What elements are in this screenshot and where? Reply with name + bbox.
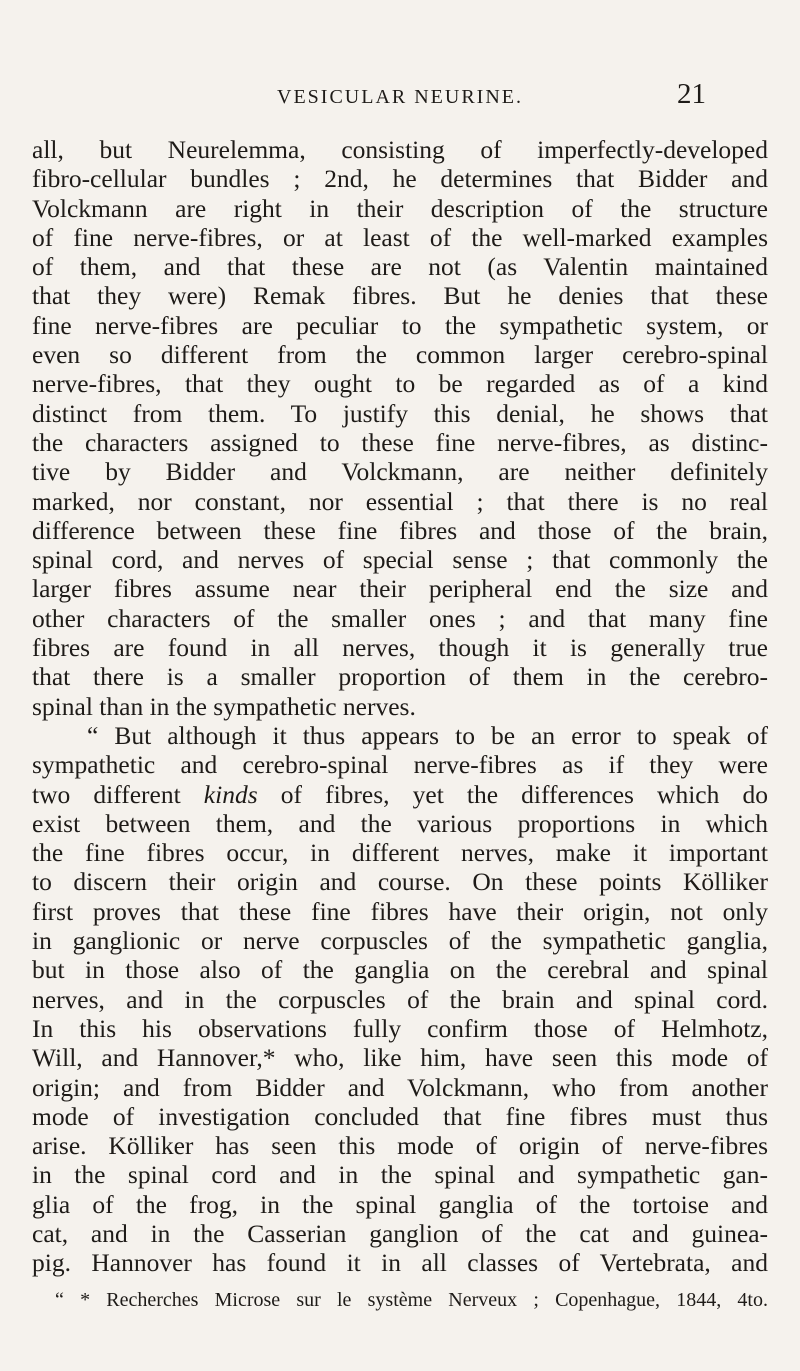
emphasis: kinds (203, 779, 258, 809)
text-line: nerves, and in the corpuscles of the brain and spinal cord. (32, 984, 768, 1014)
text-line: difference between these fine fibres and those of the brain, (32, 515, 768, 545)
text-line: larger fibres assume near their peripheral end the size and (32, 574, 768, 604)
text-line: that there is a smaller proportion of them in the cerebro- (32, 662, 768, 692)
text-line: arise. Kölliker has seen this mode of origin of nerve-fibres (32, 1131, 768, 1161)
running-title: VESICULAR NEURINE. (277, 86, 523, 108)
text-line: in ganglionic or nerve corpuscles of the sympathetic ganglia, (32, 926, 768, 956)
text-line: fibres are found in all nerves, though it is generally true (32, 633, 768, 663)
text-line: of them, and that these are not (as Valentin maintained (32, 252, 768, 282)
body-text (32, 135, 768, 1278)
text-line: all, but Neurelemma, consisting of imperfectly-developed (32, 135, 768, 164)
text-line: nerve-fibres, that they ought to be regarded as of a kind (32, 369, 768, 399)
page-header (0, 78, 800, 122)
text-line: to discern their origin and course. On these points Kölliker (32, 867, 768, 897)
text-line: first proves that these fine fibres have their origin, not only (32, 896, 768, 926)
text-line: mode of investigation concluded that fine fibres must thus (32, 1101, 768, 1131)
text-line: fibro-cellular bundles ; 2nd, he determines that Bidder and (32, 164, 768, 194)
text-line: distinct from them. To justify this denial, he shows that (32, 398, 768, 428)
text-line: Volckmann are right in their description of the structure (32, 193, 768, 223)
text-line: sympathetic and cerebro-spinal nerve-fibres as if they were (32, 750, 768, 780)
text-line: exist between them, and the various proportions in which (32, 808, 768, 838)
text-line: pig. Hannover has found it in all classes of Vertebrata, and (32, 1248, 768, 1278)
text-line: of fine nerve-fibres, or at least of the well-marked examples (32, 222, 768, 252)
text-line: the characters assigned to these fine nerve-fibres, as distinc- (32, 427, 768, 457)
text-line: spinal cord, and nerves of special sense ; that commonly the (32, 545, 768, 575)
page-number: 21 (677, 78, 706, 110)
text-line: marked, nor constant, nor essential ; that there is no real (32, 486, 768, 516)
text-line: tive by Bidder and Volckmann, are neither definitely (32, 457, 768, 487)
text-line: but in those also of the ganglia on the cerebral and spinal (32, 955, 768, 985)
text-line: other characters of the smaller ones ; and that many fine (32, 603, 768, 633)
text-line: two different kinds of fibres, yet the differences which do (32, 779, 768, 809)
text-line: that they were) Remak fibres. But he denies that these (32, 281, 768, 311)
text-line: cat, and in the Casserian ganglion of the cat and guinea- (32, 1218, 768, 1248)
text-line: origin; and from Bidder and Volckmann, who from another (32, 1072, 768, 1102)
text-line: fine nerve-fibres are peculiar to the sympathetic system, or (32, 310, 768, 340)
text-line: the fine fibres occur, in different nerves, make it important (32, 838, 768, 868)
text-line: in the spinal cord and in the spinal and sympathetic gan- (32, 1160, 768, 1190)
footnote: “ * Recherches Microse sur le système Nerveux ; Copenhague, 1844, 4to. (55, 1289, 768, 1311)
text-line: spinal than in the sympathetic nerves. (32, 691, 416, 721)
text-line: glia of the frog, in the spinal ganglia of the tortoise and (32, 1189, 768, 1219)
text-line: Will, and Hannover,* who, like him, have seen this mode of (32, 1043, 768, 1073)
text-line: In this his observations fully confirm those of Helmhotz, (32, 1013, 768, 1043)
text-line: “ But although it thus appears to be an error to speak of (87, 720, 768, 750)
text-line: even so different from the common larger cerebro-spinal (32, 340, 768, 370)
